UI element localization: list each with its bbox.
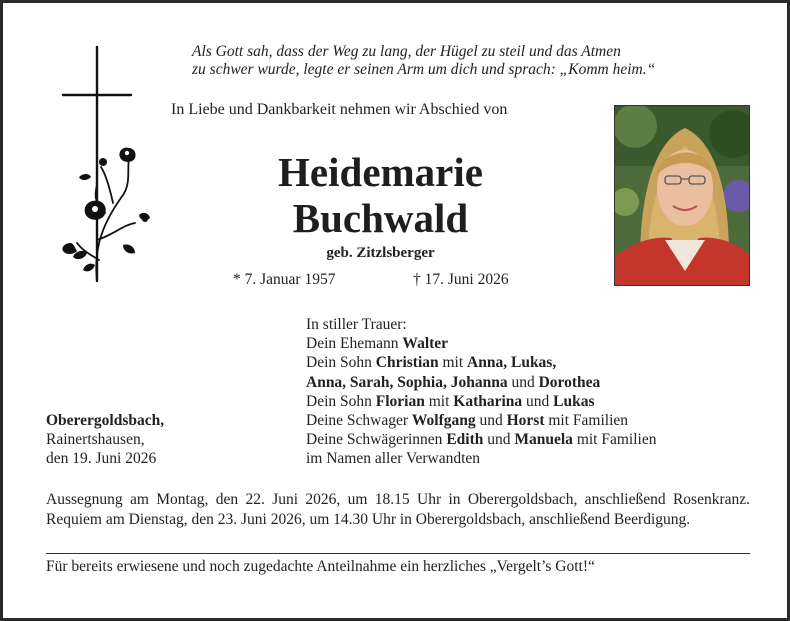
mourner-name: Lukas <box>553 392 595 410</box>
mourner-name: Christian <box>375 354 439 372</box>
mourner-relation: Deine Schwägerinnen <box>306 431 447 449</box>
intro-text: In Liebe und Dankbarkeit nehmen wir Abschied von <box>171 101 508 118</box>
mourner-conjunction: und <box>507 373 539 391</box>
mourner-conjunction: mit <box>438 354 468 372</box>
mourner-suffix: mit Familien <box>544 412 629 430</box>
mourner-name: Walter <box>402 335 449 353</box>
mourner-line <box>306 373 766 392</box>
mourner-name: Katharina <box>453 392 523 410</box>
mourner-conjunction: und <box>522 392 554 410</box>
mourner-name: Edith <box>446 431 484 449</box>
mourner-relation: Dein Ehemann <box>306 335 403 353</box>
mourner-line: im Namen aller Verwandten <box>306 450 481 468</box>
motto-line-2: zu schwer wurde, legte er seinen Arm um dich und sprach: „Komm heim.“ <box>192 61 656 78</box>
mourner-name: Anna, Lukas, <box>467 354 557 372</box>
mourner-name: Horst <box>506 412 545 430</box>
mourner-name: Wolfgang <box>411 412 476 430</box>
mourner-line <box>306 353 766 372</box>
place-town: Oberergoldsbach, <box>46 412 165 429</box>
mourner-suffix: mit Familien <box>572 431 657 449</box>
mourner-line <box>306 411 766 430</box>
mourner-relation: Dein Sohn <box>306 392 376 410</box>
mourner-conjunction: und <box>483 431 515 449</box>
mourner-line <box>306 334 766 353</box>
portrait-photo <box>614 105 750 286</box>
mourner-name: Manuela <box>514 431 573 449</box>
birth-date: * 7. Januar 1957 <box>233 271 336 288</box>
first-name: Heidemarie <box>278 149 483 195</box>
mourner-relation: Deine Schwager <box>306 412 412 430</box>
place-and-date <box>46 411 246 469</box>
thanks-text: Für bereits erwiesene und noch zugedachte Anteilnahme ein herzliches „Vergelt’s Gott!“ <box>46 558 595 575</box>
birth-name: geb. Zitzlsberger <box>326 245 435 261</box>
mourner-line <box>306 392 766 411</box>
service-details: Aussegnung am Montag, den 22. Juni 2026, um 18.15 Uhr in Oberergoldsbach, anschließend Rosenkranz. Requiem am Dienstag, den 23. Juni 2026, um 14.30 Uhr in Oberergoldsbach, anschließend Beerdigung. <box>46 491 750 528</box>
death-date: † 17. Juni 2026 <box>413 271 509 288</box>
last-name: Buchwald <box>292 195 469 241</box>
mourner-conjunction: und <box>475 412 507 430</box>
deceased-name <box>203 149 558 241</box>
mourner-conjunction: mit <box>424 392 454 410</box>
place-town-2: Rainertshausen, <box>46 431 145 449</box>
mourner-name: Florian <box>375 392 425 410</box>
mourners-list <box>306 315 766 469</box>
mourners-heading: In stiller Trauer: <box>306 316 407 333</box>
place-date: den 19. Juni 2026 <box>46 450 157 468</box>
motto <box>192 43 772 79</box>
mourner-name: Dorothea <box>538 373 601 391</box>
mourner-name: Anna, Sarah, Sophia, Johanna <box>306 373 508 391</box>
cross-with-roses-icon <box>43 45 153 285</box>
mourner-line <box>306 430 766 449</box>
mourner-relation: Dein Sohn <box>306 354 376 372</box>
divider <box>46 553 750 554</box>
motto-line-1: Als Gott sah, dass der Weg zu lang, der Hügel zu steil und das Atmen <box>192 43 621 60</box>
